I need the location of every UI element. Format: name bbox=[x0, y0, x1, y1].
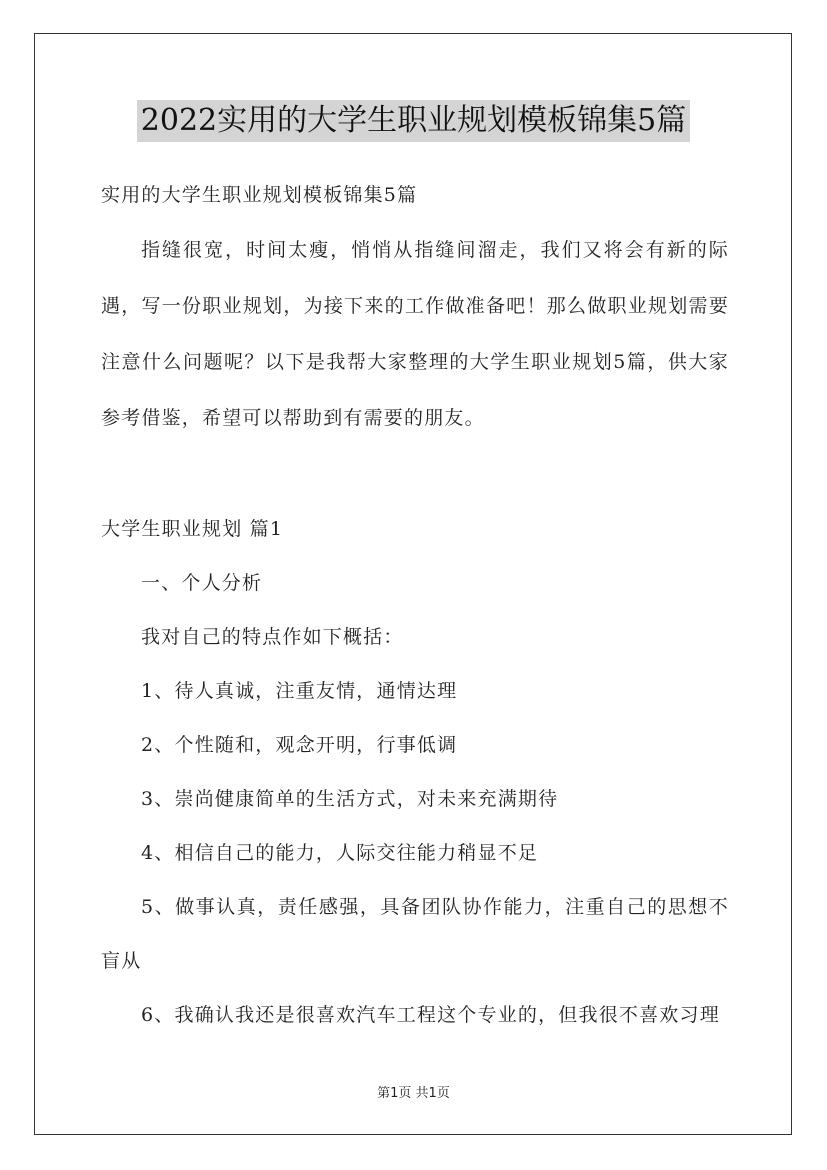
page-footer: 第1页 共1页 bbox=[377, 1086, 450, 1101]
document-title: 2022实用的大学生职业规划模板锦集5篇 bbox=[137, 100, 690, 142]
document-body bbox=[101, 168, 729, 1042]
list-item: 3、崇尚健康简单的生活方式，对未来充满期待 bbox=[141, 788, 559, 810]
lead-sentence: 我对自己的特点作如下概括： bbox=[141, 626, 404, 648]
intro-paragraph: 指缝很宽，时间太瘦，悄悄从指缝间溜走，我们又将会有新的际遇，写一份职业规划，为接下来的工作做准备吧！那么做职业规划需要注意什么问题呢？以下是我帮大家整理的大学生职业规划5篇，供大家参考借鉴，希望可以帮助到有需要的朋友。 bbox=[101, 239, 729, 429]
list-item: 5、做事认真，责任感强，具备团队协作能力，注重自己的思想不盲从 bbox=[101, 896, 729, 972]
section-heading: 大学生职业规划 篇1 bbox=[101, 518, 284, 540]
document-subtitle: 实用的大学生职业规划模板锦集5篇 bbox=[101, 184, 418, 206]
list-item: 1、待人真诚，注重友情，通情达理 bbox=[141, 680, 458, 702]
list-item: 4、相信自己的能力，人际交往能力稍显不足 bbox=[141, 842, 539, 864]
list-item: 2、个性随和，观念开明，行事低调 bbox=[141, 734, 458, 756]
title-area bbox=[0, 100, 827, 142]
list-item: 6、我确认我还是很喜欢汽车工程这个专业的，但我很不喜欢习理 bbox=[141, 1004, 720, 1026]
part-heading: 一、个人分析 bbox=[141, 572, 263, 594]
